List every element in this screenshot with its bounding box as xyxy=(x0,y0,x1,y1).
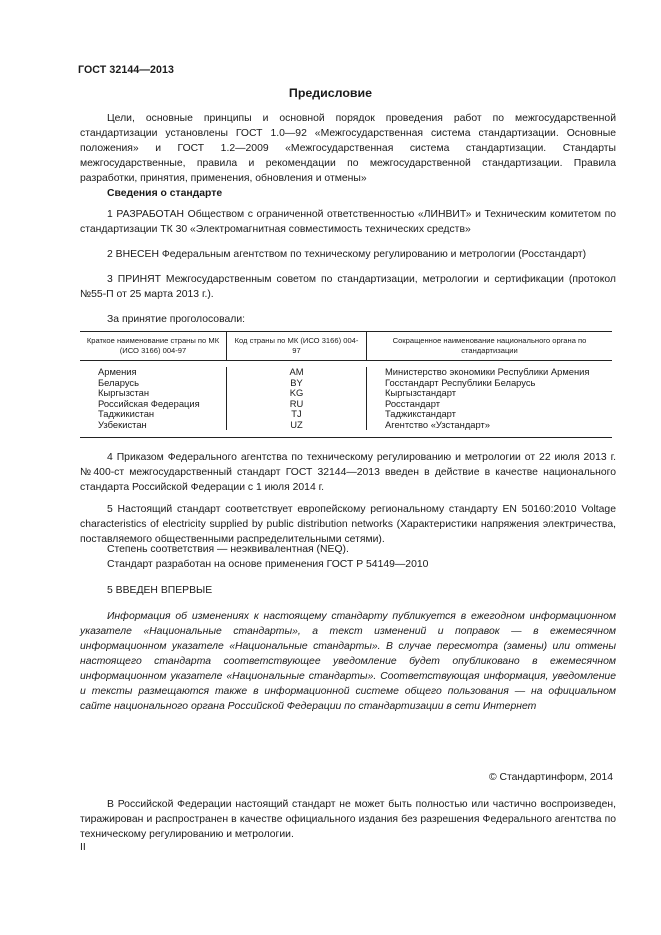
voted-label: За принятие проголосовали: xyxy=(107,314,246,325)
table-header xyxy=(80,332,612,361)
national-bodies-column xyxy=(366,367,612,430)
table-cell: BY xyxy=(290,376,303,388)
header-country-name: Краткое наименование страны по МК (ИСО 3166) 004-97 xyxy=(86,336,220,355)
item-conformity: 5 Настоящий стандарт соответствует европейскому региональному стандарту EN 50160:2010 Voltage characteristics of electricity supplied by public distribution networks (Характеристики напряжения электричества, поставляемого общественными распределительными сетями). xyxy=(80,504,616,545)
table-cell: AM xyxy=(289,366,304,377)
header-country-code: Код страны по МК (ИСО 3166) 004-97 xyxy=(226,332,366,360)
intro-paragraph: Цели, основные принципы и основной порядок проведения работ по межгосударственной стандартизации установлены ГОСТ 1.0—92 «Межгосударственная система стандартизации. Основные положения» и ГОСТ 1.2—2009 «Межгосударственная система стандартизации. Стандарты межгосударственные, правила и рекомендации по межгосударственной стандартизации. Правила разработки, принятия, применения, обновления и отмены» xyxy=(80,113,616,184)
table-cell: KG xyxy=(289,387,304,398)
table-cell: Таджикстандарт xyxy=(385,408,456,419)
item-adopted: 3 ПРИНЯТ Межгосударственным советом по стандартизации, метрологии и сертификации (протокол №55-П от 25 марта 2013 г.). xyxy=(80,274,616,300)
table-body xyxy=(80,361,612,437)
item-order: 4 Приказом Федерального агентства по техническому регулированию и метрологии от 22 июля 2013 г. №400-ст межгосударственный стандарт ГОСТ 32144—2013 введен в действие в качестве национального стандарта Российской Федерации с 1 июля 2014 г. xyxy=(80,452,616,493)
page-number: II xyxy=(80,842,86,853)
item-first-introduced: 5 ВВЕДЕН ВПЕРВЫЕ xyxy=(107,585,213,596)
reproduction-restriction: В Российской Федерации настоящий стандарт не может быть полностью или частично воспроизведен, тиражирован и распространен в качестве официального издания без разрешения Федерального агентства по техническому регулированию и метрологии. xyxy=(80,799,616,840)
table-cell: Кыргызстан xyxy=(98,387,150,398)
standard-id: ГОСТ 32144—2013 xyxy=(78,64,175,76)
table-cell: Беларусь xyxy=(98,376,140,388)
table-cell: Российская Федерация xyxy=(98,397,200,409)
country-names-column xyxy=(80,367,226,430)
basis-standard: Стандарт разработан на основе применения ГОСТ Р 54149—2010 xyxy=(107,559,429,570)
table-cell: Узбекистан xyxy=(98,418,147,430)
header-national-body: Сокращенное наименование национального органа по стандартизации xyxy=(366,332,612,360)
table-cell: Агентство «Узстандарт» xyxy=(385,418,491,430)
item-submitted: 2 ВНЕСЕН Федеральным агентством по техническому регулированию и метрологии (Росстандарт) xyxy=(107,249,587,260)
table-cell: Таджикистан xyxy=(98,408,155,419)
info-heading: Сведения о стандарте xyxy=(107,188,223,199)
table-cell: UZ xyxy=(290,418,303,430)
table-cell: Кыргызстандарт xyxy=(385,387,457,398)
table-cell: Армения xyxy=(98,366,137,377)
country-codes-column xyxy=(226,367,366,430)
table-cell: TJ xyxy=(291,408,302,419)
voting-table xyxy=(80,331,612,438)
copyright: © Стандартинформ, 2014 xyxy=(488,772,613,783)
table-cell: Министерство экономики Республики Армения xyxy=(385,366,590,377)
item-developed: 1 РАЗРАБОТАН Обществом с ограниченной ответственностью «ЛИНВИТ» и Техническим комитетом по стандартизации ТК 30 «Электромагнитная совместимость технических средств» xyxy=(80,209,616,235)
conformity-degree: Степень соответствия — неэквивалентная (NEQ). xyxy=(107,544,349,555)
table-cell: RU xyxy=(289,397,304,409)
page-title: Предисловие xyxy=(288,86,373,100)
changes-notice: Информация об изменениях к настоящему стандарту публикуется в ежегодном информационном указателе «Национальные стандарты», а текст изменений и поправок — в ежемесячном информационном указателе «Национальные стандарты». В случае пересмотра (замены) или отмены настоящего стандарта соответствующее уведомление будет опубликовано в ежемесячном информационном указателе «Национальные стандарты». Соответствующая информация, уведомление и тексты размещаются также в информационной системе общего пользования — на официальном сайте национального органа Российской Федерации по стандартизации в сети Интернет xyxy=(80,611,616,712)
table-cell: Росстандарт xyxy=(385,397,440,409)
table-cell: Госстандарт Республики Беларусь xyxy=(385,376,536,388)
